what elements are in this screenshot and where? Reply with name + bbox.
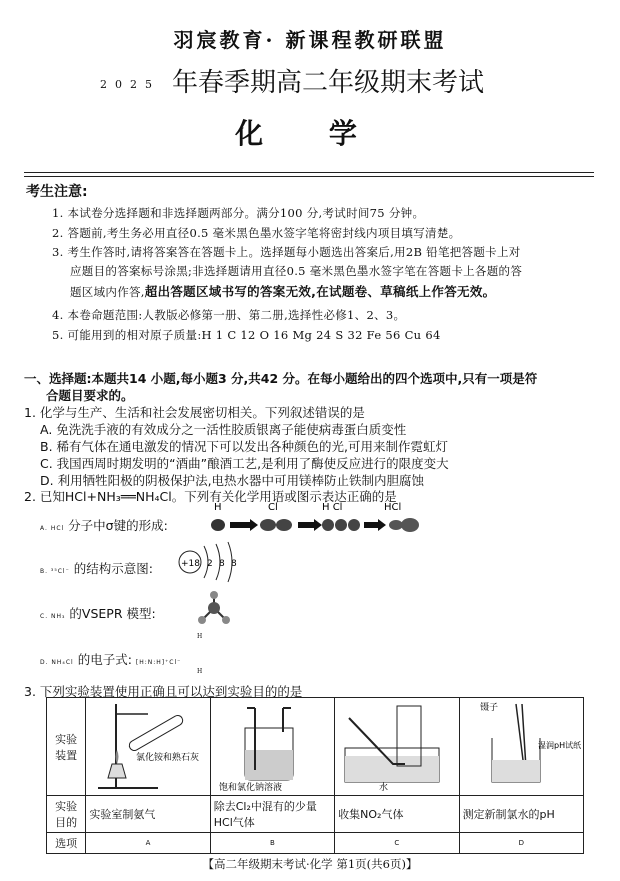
apparatus-b (210, 698, 334, 796)
org-title: 羽宸教育· 新课程教研联盟 (173, 28, 447, 52)
divider-bottom (24, 176, 594, 177)
divider-top (24, 172, 594, 173)
orbital-3 (348, 519, 360, 531)
orbital-1 (322, 519, 334, 531)
shell-2-count: 8 (219, 559, 225, 569)
label-reagents: 氯化铵和熟石灰 (136, 753, 200, 763)
row-label-apparatus: 实验装置 (47, 698, 86, 796)
shell-1-count: 2 (207, 559, 213, 569)
apparatus-a (86, 698, 210, 796)
arrow-3 (364, 519, 386, 531)
option-a: A (86, 833, 210, 854)
purpose-a: 实验室制氨气 (86, 796, 210, 833)
notice-item-5: 5. 可能用到的相对原子质量:H 1 C 12 O 16 Mg 24 S 32 Fe 56 Cu 64 (52, 328, 441, 342)
notice-item-3: 3. 考生作答时,请将答案答在答题卡上。选择题每小题选出答案后,用2B 铅笔把答题卡上对 (52, 245, 521, 259)
hydrogen-atom-1 (198, 616, 206, 624)
gas-washing-bottle (211, 698, 327, 792)
label-h-cl: H Cl (322, 502, 343, 513)
apparatus-row (47, 698, 584, 796)
central-atom (208, 602, 220, 614)
notice-item-3-cont: 应题目的答案标号涂黑;非选择题请用直径0.5 毫米黑色墨水签字笔在答题卡上各题的答 (70, 264, 523, 278)
q2-stem: 2. 已知HCl+NH₃══NH₄Cl。下列有关化学用语或图示表达正确的是 (24, 489, 397, 504)
orbital-cl-b (276, 519, 292, 531)
q2-a-text: 分子中σ键的形成: (68, 518, 168, 533)
purpose-row (47, 796, 584, 833)
q1-option-b: B. 稀有气体在通电激发的情况下可以发出各种颜色的光,可用来制作霓虹灯 (40, 439, 448, 454)
option-b: B (210, 833, 334, 854)
ph-test-setup (460, 698, 581, 792)
q1-option-d: D. 利用牺牲阳极的阴极保护法,电热水器中可用镁棒防止铁制内胆腐蚀 (40, 473, 425, 488)
orbital-cl-a (260, 519, 276, 531)
exam-title (100, 62, 484, 99)
q2-option-b (40, 559, 153, 577)
sigma-bond-diagram (204, 498, 424, 538)
purpose-b: 除去Cl₂中混有的少量HCl气体 (210, 796, 334, 833)
apparatus-d (459, 698, 583, 796)
label-tweezers: 镊子 (479, 703, 498, 713)
orbital-hcl-a (389, 520, 403, 530)
option-c: C (335, 833, 459, 854)
purpose-d: 测定新制氯水的pH (459, 796, 583, 833)
electron-formula-h-bottom: H (197, 668, 204, 675)
row-label-purpose: 实验目的 (47, 796, 86, 833)
notice-title: 考生注意: (26, 184, 88, 200)
option-d: D (459, 833, 583, 854)
label-hcl: HCl (384, 502, 402, 513)
label-ph-paper: 湿润pH试纸 (537, 741, 581, 750)
q2-option-a (40, 516, 168, 534)
q2-option-d (40, 650, 181, 668)
q1-option-c: C. 我国西周时期发明的“酒曲”酿酒工艺,是利用了酶使反应进行的限度变大 (40, 456, 449, 471)
exam-year: 2025 (100, 77, 160, 91)
orbital-hcl-b (401, 518, 419, 532)
ammonia-prep-apparatus (86, 698, 202, 792)
electron-formula-h-top: H (197, 633, 204, 640)
row-label-option: 选项 (47, 833, 86, 854)
label-water: 水 (379, 783, 389, 793)
q2-a-prefix: A. HCl (40, 525, 65, 532)
vsepr-model (196, 590, 232, 626)
label-h: H (214, 502, 222, 513)
q2-c-prefix: C. NH₃ (40, 613, 66, 620)
section-title: 一、选择题:本题共14 小题,每小题3 分,共42 分。在每小题给出的四个选项中,只有一项是符 (24, 371, 538, 386)
exam-title-text: 年春季期高二年级期末考试 (172, 68, 485, 98)
option-row (47, 833, 584, 854)
q2-c-text: 的VSEPR 模型: (69, 606, 156, 621)
orbital-h (211, 519, 225, 531)
apparatus-c (335, 698, 459, 796)
nacl-solution (245, 750, 293, 780)
notice-item-4: 4. 本卷命题范围:人教版必修第一册、第二册,选择性必修1、2、3。 (52, 308, 406, 322)
experiment-table (46, 697, 584, 854)
q2-option-c (40, 604, 156, 622)
q3-stem: 3. 下列实验装置使用正确且可以达到实验目的的是 (24, 684, 303, 699)
water (345, 756, 439, 782)
q2-b-text: 的结构示意图: (73, 561, 153, 576)
lone-pair (210, 591, 218, 599)
shell-3-count: 8 (231, 559, 237, 569)
notice-item-2: 2. 答题前,考生务必用直径0.5 毫米黑色墨水签字笔将密封线内项目填写清楚。 (52, 226, 461, 240)
hydrogen-atom-2 (222, 616, 230, 624)
q2-b-prefix: B. ³⁵Cl⁻ (40, 568, 70, 575)
notice-item-3-end (70, 282, 495, 300)
notice-item-3-tail: 题区域内作答, (70, 285, 145, 299)
arrow-1 (230, 519, 258, 531)
notice-item-1: 1. 本试卷分选择题和非选择题两部分。满分100 分,考试时间75 分钟。 (52, 206, 425, 220)
orbital-2 (335, 519, 347, 531)
chlorine-water (492, 760, 540, 782)
purpose-c: 收集NO₂气体 (335, 796, 459, 833)
arrow-2 (298, 519, 322, 531)
subject-title: 化 学 (235, 117, 385, 150)
q2-d-text: 的电子式: (77, 652, 132, 667)
alcohol-lamp (108, 764, 126, 778)
nucleus-charge: +18 (181, 559, 200, 569)
section-title-cont: 合题目要求的。 (46, 388, 134, 403)
electron-formula: [H:N:H]⁺Cl⁻ (135, 659, 182, 666)
atom-structure-diagram (174, 538, 244, 586)
label-solution: 饱和氯化钠溶液 (218, 783, 282, 793)
q1-stem: 1. 化学与生产、生活和社会发展密切相关。下列叙述错误的是 (24, 405, 365, 420)
page-footer: 【高二年级期末考试·化学 第1页(共6页)】 (202, 857, 418, 871)
water-trough-collection (335, 698, 451, 792)
notice-warning: 超出答题区域书写的答案无效,在试题卷、草稿纸上作答无效。 (144, 284, 496, 299)
q1-option-a: A. 免洗洗手液的有效成分之一活性胶质银离子能使病毒蛋白质变性 (40, 422, 407, 437)
label-cl: Cl (268, 502, 278, 513)
q2-d-prefix: D. NH₄Cl (40, 659, 74, 666)
